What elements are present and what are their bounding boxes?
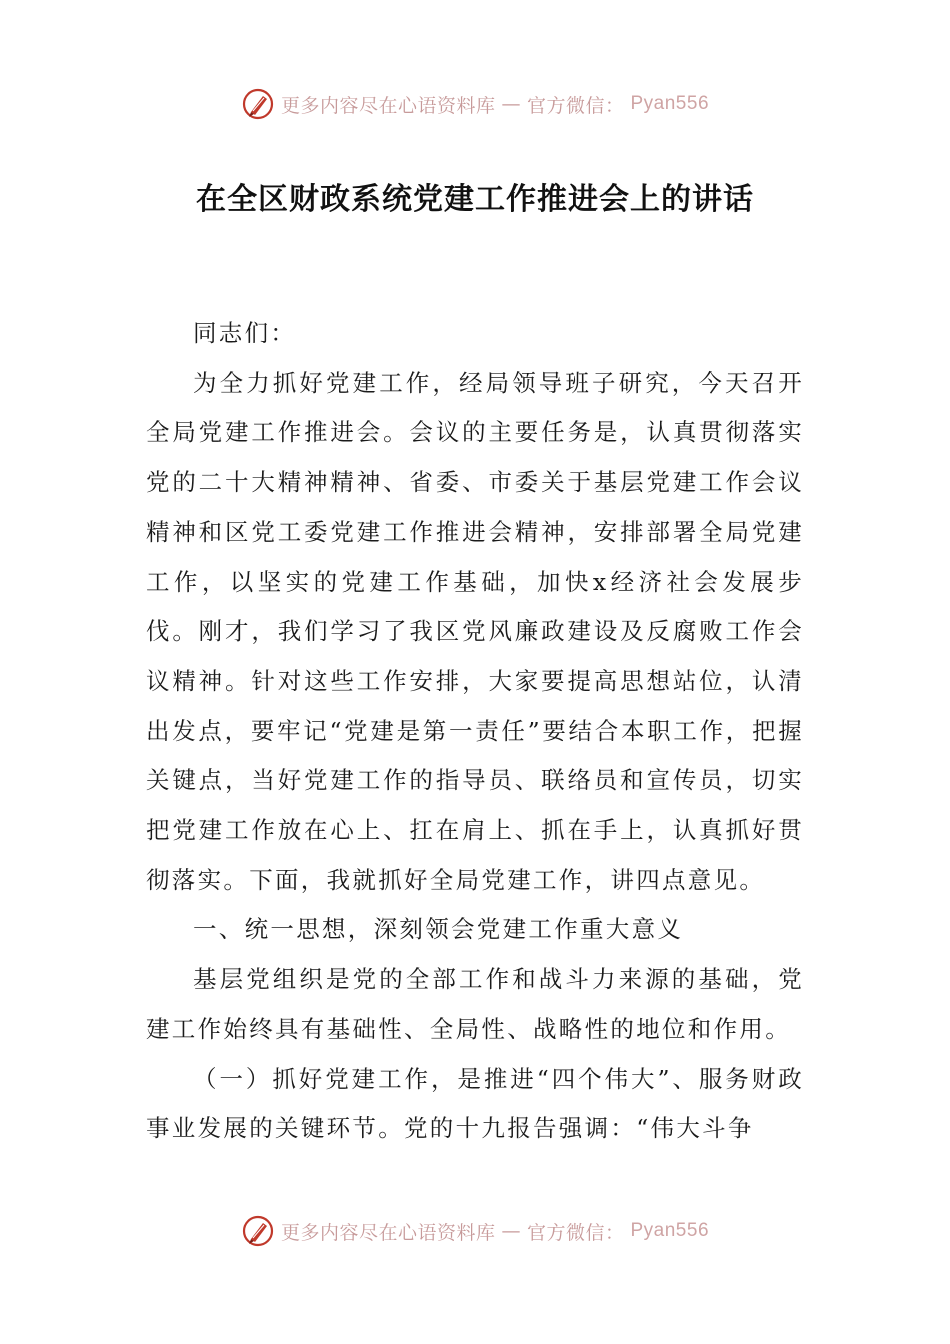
body-paragraph: 基层党组织是党的全部工作和战斗力来源的基础，党建工作始终具有基础性、全局性、战略性的地位和作用。 — [146, 965, 804, 1043]
greeting-line: 同志们： — [193, 319, 297, 347]
watermark-wechat-id: Pyan556 — [630, 93, 710, 114]
pen-nib-logo-icon — [241, 1214, 275, 1248]
pen-nib-logo-icon — [241, 87, 275, 121]
watermark-wechat-id: Pyan556 — [630, 1220, 710, 1241]
watermark-dash: — — [501, 93, 521, 115]
watermark-dash: — — [501, 1220, 521, 1242]
body-paragraph: （一）抓好党建工作，是推进“四个伟大”、服务财政事业发展的关键环节。党的十九报告强调：“伟大斗争 — [146, 1064, 804, 1143]
footer-watermark — [0, 1211, 950, 1251]
watermark-brand-text: 更多内容尽在心语资料库 — [280, 94, 496, 117]
body-paragraph: 为全力抓好党建工作，经局领导班子研究，今天召开全局党建工作推进会。会议的主要任务是，认真贯彻落实党的二十大精神精神、省委、市委关于基层党建工作会议精神和区党工委党建工作推进会精神，安排部署全局党建工作，以坚实的党建工作基础，加快x经济社会发展步伐。刚才，我们学习了我区党风廉政建设及反腐败工作会议精神。针对这些工作安排，大家要提高思想站位，认清出发点，要牢记“党建是第一责任”要结合本职工作，把握关键点，当好党建工作的指导员、联络员和宣传员，切实把党建工作放在心上、扛在肩上、抓在手上，认真抓好贯彻落实。下面，我就抓好全局党建工作，讲四点意见。 — [146, 368, 804, 894]
document-body — [146, 309, 804, 1154]
section-heading: 一、统一思想，深刻领会党建工作重大意义 — [193, 915, 684, 944]
watermark-official-label: 官方微信： — [526, 1221, 625, 1244]
watermark-official-label: 官方微信： — [526, 94, 625, 117]
header-watermark — [0, 84, 950, 124]
document-title: 在全区财政系统党建工作推进会上的讲话 — [196, 182, 754, 217]
watermark-brand-text: 更多内容尽在心语资料库 — [280, 1221, 496, 1244]
